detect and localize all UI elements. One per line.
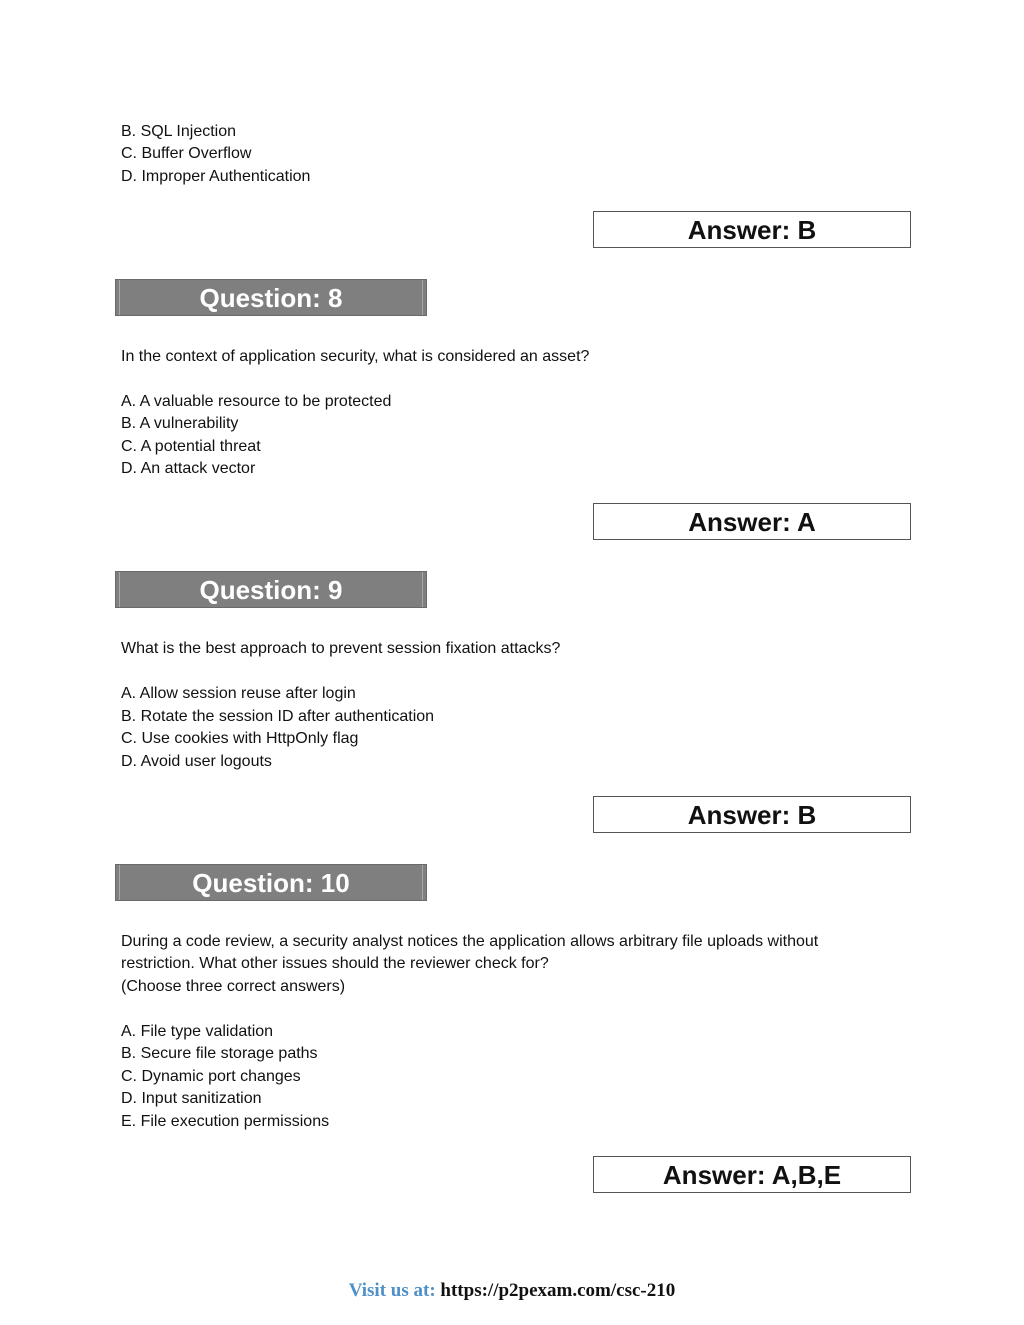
option-text: C. Use cookies with HttpOnly flag [121, 730, 359, 747]
answer-box [593, 1156, 911, 1193]
question-title: Question: 8 [199, 283, 343, 313]
option-text: D. An attack vector [121, 460, 256, 477]
answer-label: Answer: B [687, 800, 817, 830]
answer-label: Answer: A [688, 507, 816, 537]
option-text: B. A vulnerability [121, 415, 239, 432]
option-text: C. Dynamic port changes [121, 1068, 301, 1085]
question-text: What is the best approach to prevent session fixation attacks? [121, 640, 561, 657]
answer-label: Answer: B [687, 215, 817, 245]
option-text: C. A potential threat [121, 438, 261, 455]
option-text: D. Improper Authentication [121, 168, 311, 185]
option-text: D. Avoid user logouts [121, 753, 272, 770]
question-text: During a code review, a security analyst notices the application allows arbitrary file uploads without [121, 933, 819, 950]
answer-label: Answer: A,B,E [662, 1160, 842, 1190]
option-text: B. Secure file storage paths [121, 1045, 318, 1062]
question-text: restriction. What other issues should the reviewer check for? [121, 955, 549, 972]
option-text: A. Allow session reuse after login [121, 685, 356, 702]
footer-link[interactable]: https://p2pexam.com/csc-210 [440, 1280, 676, 1301]
question-header [115, 279, 427, 316]
option-text: C. Buffer Overflow [121, 145, 252, 162]
answer-box [593, 211, 911, 248]
footer [0, 1280, 1024, 1302]
question-title: Question: 9 [199, 575, 343, 605]
option-text: A. A valuable resource to be protected [121, 393, 392, 410]
question-text: (Choose three correct answers) [121, 978, 346, 995]
answer-box [593, 503, 911, 540]
option-text: D. Input sanitization [121, 1090, 262, 1107]
option-text: A. File type validation [121, 1023, 274, 1040]
question-header [115, 864, 427, 901]
footer-label: Visit us at: [348, 1280, 436, 1301]
option-text: E. File execution permissions [121, 1113, 330, 1130]
option-text: B. SQL Injection [121, 123, 237, 140]
question-header [115, 571, 427, 608]
question-text: In the context of application security, what is considered an asset? [121, 348, 590, 365]
answer-box [593, 796, 911, 833]
option-text: B. Rotate the session ID after authentication [121, 708, 435, 725]
question-title: Question: 10 [192, 868, 350, 898]
